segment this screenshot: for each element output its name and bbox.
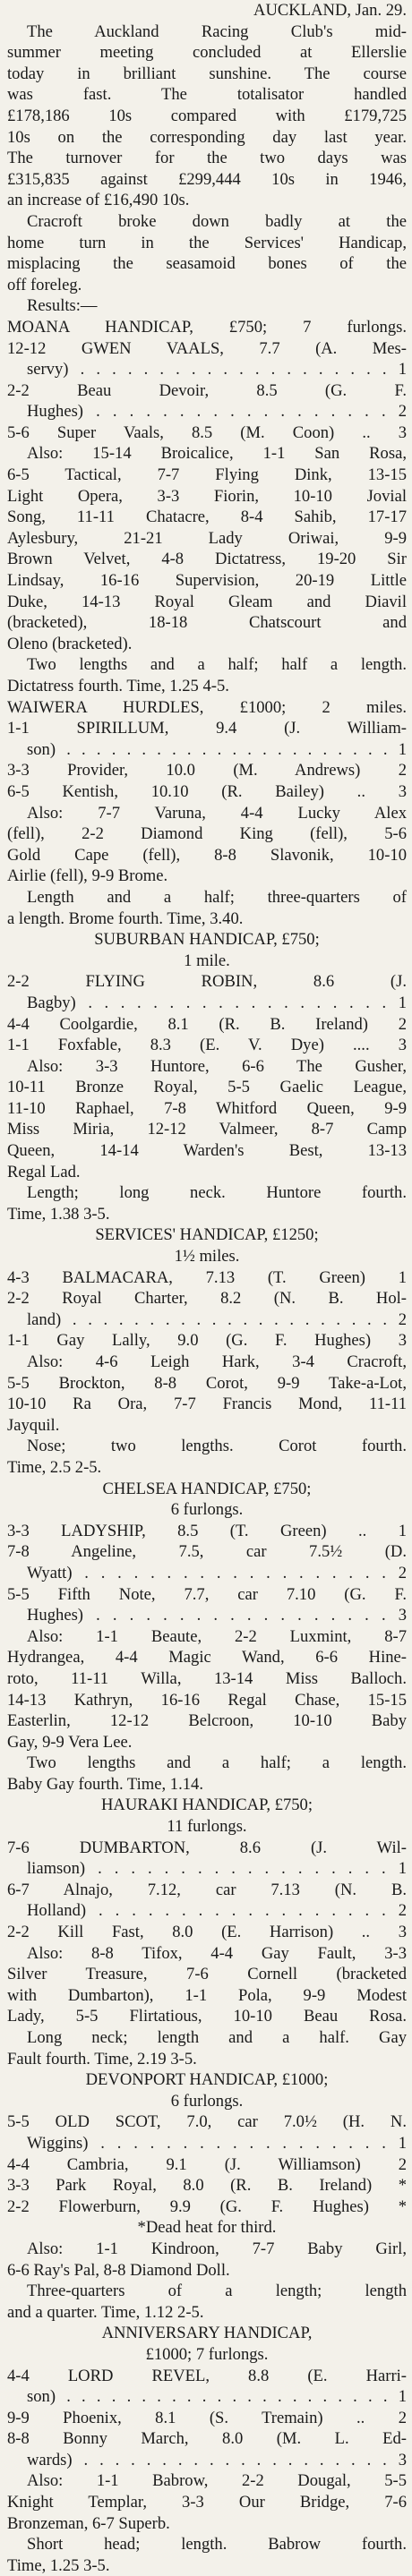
text-line: Lindsay, 16-16 Supervision, 20-19 Little	[7, 571, 407, 591]
text-line: MOANA HANDICAP, £750; 7 furlongs.	[7, 317, 407, 337]
text-line: Hughes) . . . . . . . . . . . . . . . . . . 2	[27, 402, 407, 422]
text-line: Regal Lad.	[7, 1162, 81, 1181]
text-line: Cracroft broke down badly at the	[27, 211, 407, 231]
text-line: 1½ miles.	[174, 1247, 240, 1267]
text-line: ANNIVERSARY HANDICAP,	[101, 2324, 313, 2343]
text-line: HAURAKI HANDICAP, £750;	[100, 1796, 313, 1815]
text-line: AUCKLAND, Jan. 29.	[253, 1, 407, 20]
text-line: Fault fourth. Time, 2.19 3-5.	[7, 2049, 197, 2068]
text-line: wards) . . . . . . . . . . . . . . . . . . . . 3	[27, 2450, 407, 2469]
text-line: 14-13 Kathryn, 16-16 Regal Chase, 15-15	[7, 1690, 407, 1710]
text-line: Lady, 5-5 Flirtatious, 10-10 Beau Rosa.	[7, 2007, 407, 2026]
text-line: 11-10 Raphael, 7-8 Whitford Queen, 9-9	[7, 1098, 407, 1118]
text-line: Length; long neck. Huntore fourth.	[27, 1183, 407, 1203]
text-line: land) . . . . . . . . . . . . . . . . . . . . . 2	[27, 1309, 407, 1329]
text-line: 8-8 Bonny March, 8.0 (M. L. Ed-	[7, 2429, 407, 2449]
text-line: SERVICES' HANDICAP, £1250;	[95, 1225, 319, 1245]
text-line: 5-5 Brockton, 8-8 Corot, 9-9 Take-a-Lot,	[7, 1373, 407, 1393]
text-line: 9-9 Phoenix, 8.1 (S. Tremain) .. 2	[7, 2408, 407, 2427]
text-line: 3-3 LADYSHIP, 8.5 (T. Green) .. 1	[7, 1521, 407, 1540]
text-line: Also: 1-1 Kindroon, 7-7 Baby Girl,	[27, 2239, 407, 2258]
text-line: Hughes) . . . . . . . . . . . . . . . . . . 3	[27, 1606, 407, 1625]
text-line: Light Opera, 3-3 Fiorin, 10-10 Jovial	[7, 486, 407, 506]
text-line: 6-5 Kentish, 10.10 (R. Bailey) .. 3	[7, 781, 407, 801]
text-line: 4-3 BALMACARA, 7.13 (T. Green) 1	[7, 1267, 407, 1287]
text-line: £178,186 10s compared with £179,725	[7, 106, 407, 125]
text-line: Nose; two lengths. Corot fourth.	[27, 1437, 407, 1456]
text-line: Knight Templar, 3-3 Our Bridge, 7-6	[7, 2493, 407, 2512]
text-line: 4-4 Cambria, 9.1 (J. Williamson) 2	[7, 2154, 407, 2174]
text-line: summer meeting concluded at Ellerslie	[7, 43, 407, 63]
text-line: Also: 7-7 Varuna, 4-4 Lucky Alex	[27, 803, 407, 823]
text-line: Also: 1-1 Beaute, 2-2 Luxmint, 8-7	[27, 1626, 407, 1646]
text-line: Two lengths and a half; half a length.	[27, 655, 407, 675]
text-line: £1000; 7 furlongs.	[145, 2344, 269, 2364]
text-line: 6 furlongs.	[170, 2091, 244, 2111]
text-line: Airlie (fell), 9-9 Brome.	[7, 866, 168, 886]
text-line: Wyatt) . . . . . . . . . . . . . . . . . . . 2	[27, 1563, 407, 1582]
text-line: a length. Brome fourth. Time, 3.40.	[7, 908, 244, 928]
text-line: 5-5 Fifth Note, 7.7, car 7.10 (G. F.	[7, 1584, 407, 1604]
text-line: and a quarter. Time, 1.12 2-5.	[7, 2302, 204, 2322]
text-line: son) . . . . . . . . . . . . . . . . . . . . . . 1	[27, 2387, 407, 2407]
text-line: Short head; length. Babrow fourth.	[27, 2535, 407, 2555]
text-line: was fast. The totalisator handled	[7, 85, 407, 105]
text-line: Queen, 14-14 Warden's Best, 13-13	[7, 1141, 407, 1161]
text-line: CHELSEA HANDICAP, £750;	[102, 1479, 312, 1498]
text-line: Length and a half; three-quarters of	[27, 887, 407, 907]
text-line: 10s on the corresponding day last year.	[7, 127, 407, 147]
text-line: an increase of £16,490 10s.	[7, 191, 190, 210]
text-line: Silver Treasure, 7-6 Cornell (bracketed	[7, 1965, 407, 1984]
text-line: Long neck; length and a half. Gay	[27, 2028, 407, 2047]
text-line: 2-2 Kill Fast, 8.0 (E. Harrison) .. 3	[7, 1923, 407, 1942]
text-line: Also: 1-1 Babrow, 2-2 Dougal, 5-5	[27, 2471, 407, 2491]
text-line: Jayquil.	[7, 1415, 60, 1435]
text-line: Results:—	[27, 296, 98, 316]
text-line: 6-5 Tactical, 7-7 Flying Dink, 13-15	[7, 465, 407, 485]
text-line: £315,835 against £299,444 10s in 1946,	[7, 169, 407, 189]
text-line: Miss Miria, 12-12 Valmeer, 8-7 Camp	[7, 1120, 407, 1139]
text-line: WAIWERA HURDLES, £1000; 2 miles.	[7, 697, 407, 717]
text-line: *Dead heat for third.	[137, 2218, 277, 2238]
text-line: 6-7 Alnajo, 7.12, car 7.13 (N. B.	[7, 1880, 407, 1899]
text-line: 3-3 Provider, 10.0 (M. Andrews) 2	[7, 761, 407, 780]
text-line: Brown Velvet, 4-8 Dictatress, 19-20 Sir	[7, 550, 407, 569]
text-line: The turnover for the two days was	[7, 149, 407, 168]
text-line: (bracketed), 18-18 Chatscourt and	[7, 613, 407, 633]
text-line: 10-10 Ra Ora, 7-7 Francis Mond, 11-11	[7, 1395, 407, 1414]
text-line: Also: 15-14 Broicalice, 1-1 San Rosa,	[27, 444, 407, 464]
text-line: 1-1 Gay Lally, 9.0 (G. F. Hughes) 3	[7, 1331, 407, 1351]
text-line: Dictatress fourth. Time, 1.25 4-5.	[7, 677, 229, 695]
text-line: 11 furlongs.	[167, 1817, 247, 1837]
text-line: Gay, 9-9 Vera Lee.	[7, 1732, 133, 1752]
text-line: 4-4 Coolgardie, 8.1 (R. B. Ireland) 2	[7, 1014, 407, 1034]
text-line: today in brilliant sunshine. The course	[7, 64, 407, 83]
text-line: 1-1 SPIRILLUM, 9.4 (J. William-	[7, 719, 407, 738]
text-line: with Dumbarton), 1-1 Pola, 9-9 Modest	[7, 1985, 407, 2005]
text-line: Time, 2.5 2-5.	[7, 1457, 102, 1477]
text-line: Three-quarters of a length; length	[27, 2282, 407, 2301]
text-line: roto, 11-11 Willa, 13-14 Miss Balloch.	[7, 1668, 407, 1688]
text-line: son) . . . . . . . . . . . . . . . . . . . . . . 1	[27, 739, 407, 759]
text-line: 5-5 OLD SCOT, 7.0, car 7.0½ (H. N.	[7, 2112, 407, 2132]
text-line: Also: 4-6 Leigh Hark, 3-4 Cracroft,	[27, 1352, 407, 1371]
text-line: 3-3 Park Royal, 8.0 (R. B. Ireland) *	[7, 2176, 407, 2196]
text-line: Holland) . . . . . . . . . . . . . . . . . . 2	[27, 1901, 407, 1921]
text-line: Bagby) . . . . . . . . . . . . . . . . . . . 1	[27, 993, 407, 1012]
text-line: Hydrangea, 4-4 Magic Wand, 6-6 Hine-	[7, 1648, 407, 1668]
text-line: The Auckland Racing Club's mid-	[27, 21, 407, 41]
text-line: misplacing the seasamoid bones of the	[7, 254, 407, 274]
text-line: 12-12 GWEN VAALS, 7.7 (A. Mes-	[7, 338, 407, 358]
text-line: 2-2 Royal Charter, 8.2 (N. B. Hol-	[7, 1289, 407, 1309]
text-line: (fell), 2-2 Diamond King (fell), 5-6	[7, 824, 407, 844]
text-line: Also: 3-3 Huntore, 6-6 The Gusher,	[27, 1056, 407, 1076]
text-line: 2-2 FLYING ROBIN, 8.6 (J.	[7, 972, 407, 992]
text-line: 2-2 Beau Devoir, 8.5 (G. F.	[7, 380, 407, 400]
text-line: 7-8 Angeline, 7.5, car 7.5½ (D.	[7, 1542, 407, 1562]
text-line: Gold Cape (fell), 8-8 Slavonik, 10-10	[7, 845, 407, 865]
text-line: Easterlin, 12-12 Belcroon, 10-10 Baby	[7, 1711, 407, 1731]
text-line: home turn in the Services' Handicap,	[7, 233, 407, 252]
text-line: 2-2 Flowerburn, 9.9 (G. F. Hughes) *	[7, 2196, 407, 2216]
text-line: Also: 8-8 Tifox, 4-4 Gay Fault, 3-3	[27, 1943, 407, 1963]
text-line: off foreleg.	[7, 275, 82, 294]
text-line: liamson) . . . . . . . . . . . . . . . . . . 1	[27, 1859, 407, 1879]
text-line: Aylesbury, 21-21 Lady Oriwai, 9-9	[7, 528, 407, 548]
text-line: SUBURBAN HANDICAP, £750;	[94, 930, 320, 950]
text-line: Time, 1.25 3-5.	[7, 2555, 110, 2575]
text-line: Two lengths and a half; a length.	[27, 1753, 407, 1773]
text-line: 7-6 DUMBARTON, 8.6 (J. Wil-	[7, 1838, 407, 1857]
text-line: 10-11 Bronze Royal, 5-5 Gaelic League,	[7, 1078, 407, 1097]
text-line: Baby Gay fourth. Time, 1.14.	[7, 1774, 203, 1794]
text-line: Wiggins) . . . . . . . . . . . . . . . . . . 1	[27, 2133, 407, 2153]
text-line: DEVONPORT HANDICAP, £1000;	[85, 2070, 329, 2090]
text-line: Duke, 14-13 Royal Gleam and Diavil	[7, 592, 407, 611]
text-line: 1-1 Foxfable, 8.3 (E. V. Dye) .... 3	[7, 1036, 407, 1055]
text-line: Bronzeman, 6-7 Superb.	[7, 2513, 170, 2533]
text-line: Time, 1.38 3-5.	[7, 1204, 110, 1224]
text-line: servy) . . . . . . . . . . . . . . . . . . . . 1	[27, 360, 407, 380]
text-line: 4-4 LORD REVEL, 8.8 (E. Harri-	[7, 2366, 407, 2385]
text-line: 6 furlongs.	[170, 1500, 244, 1520]
text-line: 1 mile.	[184, 951, 230, 970]
text-line: 6-6 Ray's Pal, 8-8 Diamond Doll.	[7, 2260, 230, 2280]
text-line: Song, 11-11 Chatacre, 8-4 Sahib, 17-17	[7, 508, 407, 527]
text-line: 5-6 Super Vaals, 8.5 (M. Coon) .. 3	[7, 422, 407, 442]
text-line: Oleno (bracketed).	[7, 634, 133, 653]
